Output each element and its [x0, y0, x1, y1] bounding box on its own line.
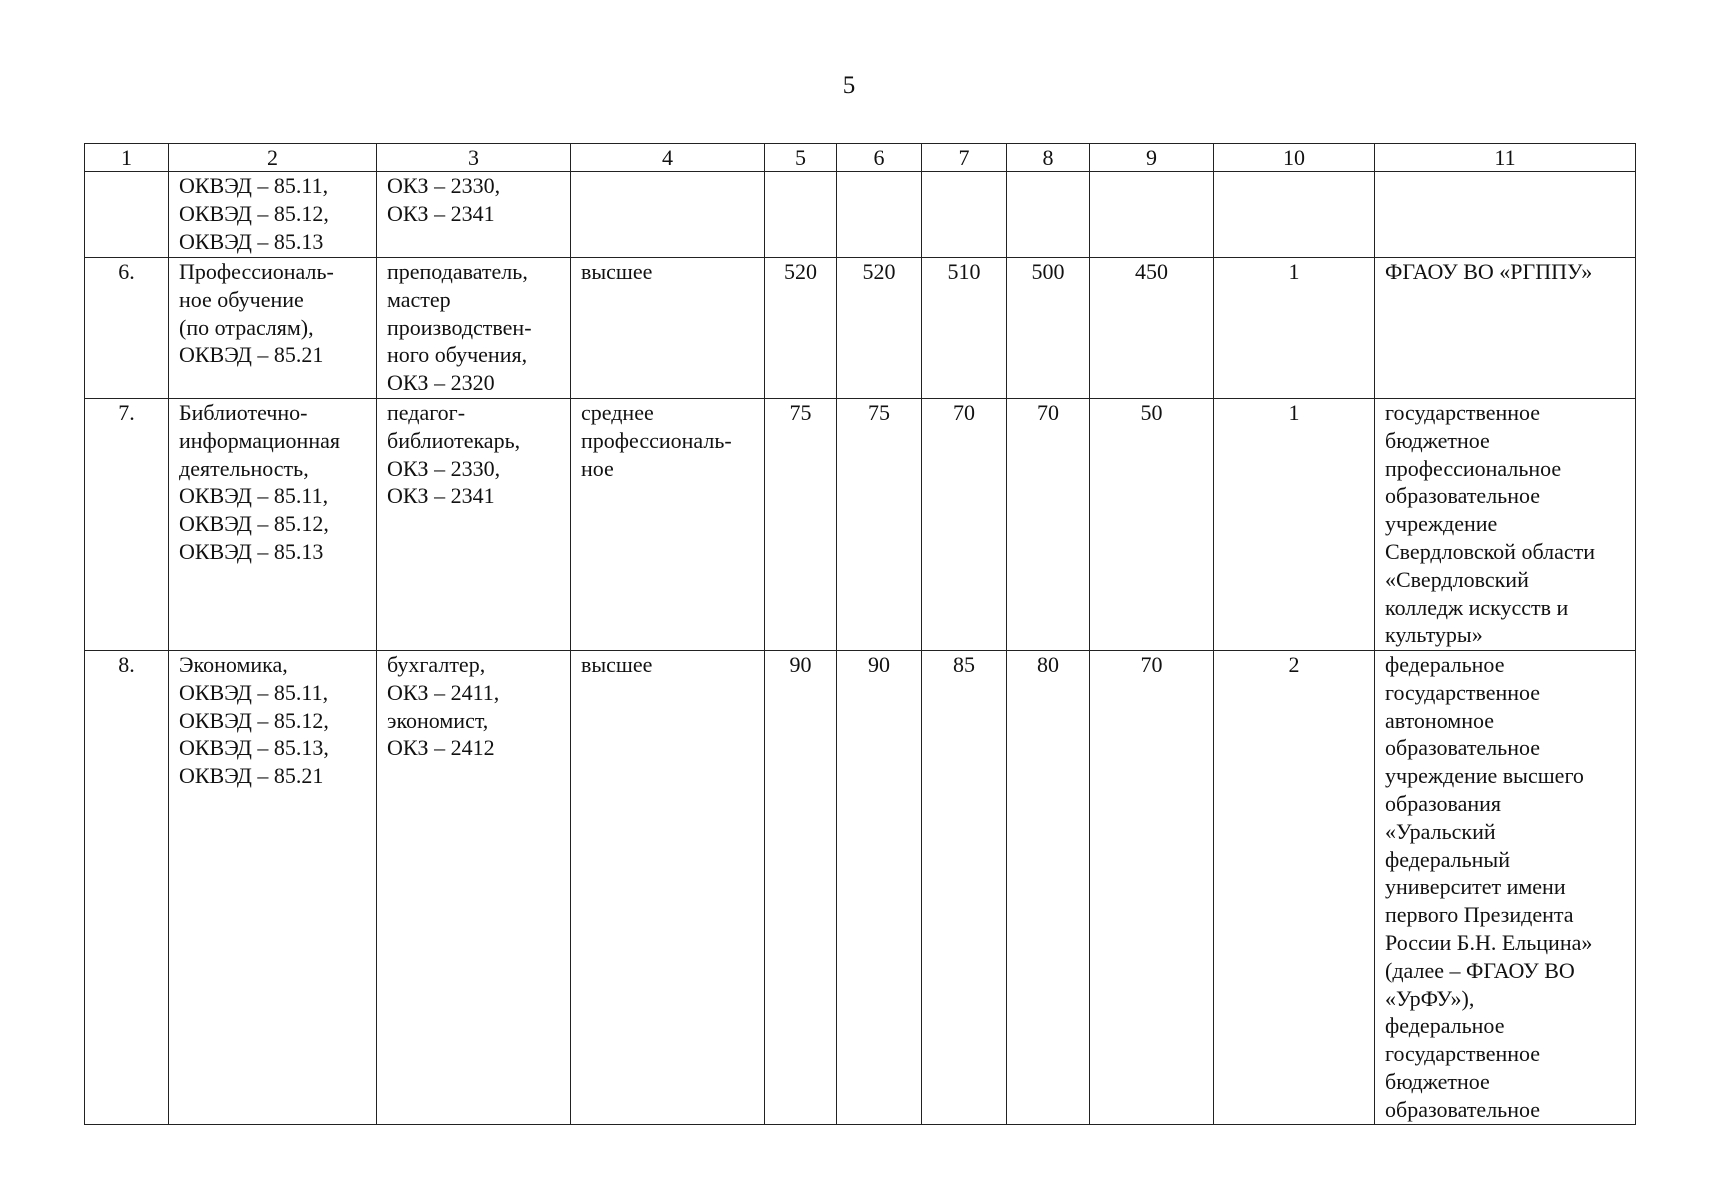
value-cell-6: 75: [837, 399, 922, 651]
education-level-cell: [571, 172, 765, 258]
cell-text-line: ного обучения,: [387, 342, 528, 368]
table-body: [85, 172, 1636, 1125]
value-cell-8: 500: [1007, 258, 1090, 399]
value-cell-8: [1007, 172, 1090, 258]
institution-cell: [1375, 258, 1636, 399]
column-header-11: 11: [1375, 144, 1636, 172]
cell-text-line: бюджетное: [1385, 1068, 1490, 1094]
table-row: [85, 258, 1636, 399]
cell-text-line: среднее: [581, 400, 654, 425]
value-cell-9: 50: [1090, 399, 1214, 651]
cell-text-line: образовательное: [1385, 735, 1541, 761]
qualification-cell: [377, 172, 571, 258]
cell-text-line: первого Президента: [1385, 902, 1574, 928]
cell-text-line: ОКЗ – 2412: [387, 735, 495, 761]
cell-text-line: высшее: [581, 259, 653, 284]
cell-text-line: Свердловской области: [1385, 538, 1595, 564]
cell-text-line: России Б.Н. Ельцина»: [1385, 929, 1593, 955]
cell-text-line: (по отраслям),: [179, 314, 314, 340]
cell-text-line: профессиональ-: [581, 427, 732, 453]
column-header-6: 6: [837, 144, 922, 172]
cell-text-line: федеральное: [1385, 652, 1505, 677]
cell-text-line: ОКЗ – 2411,: [387, 679, 500, 705]
specialty-cell: [169, 399, 377, 651]
education-level-cell: [571, 258, 765, 399]
cell-text-line: профессиональное: [1385, 455, 1562, 481]
row-number-cell: [85, 172, 169, 258]
value-cell-10: 2: [1214, 651, 1375, 1125]
value-cell-6: 520: [837, 258, 922, 399]
table-row: [85, 399, 1636, 651]
cell-text-line: ОКВЭД – 85.12,: [179, 707, 329, 733]
cell-text-line: учреждение высшего: [1385, 763, 1584, 789]
value-cell-9: 70: [1090, 651, 1214, 1125]
cell-text-line: преподаватель,: [387, 259, 528, 284]
cell-text-line: федеральное: [1385, 1013, 1505, 1039]
cell-text-line: ное: [581, 455, 614, 481]
institution-cell: [1375, 651, 1636, 1125]
column-header-5: 5: [765, 144, 837, 172]
specialty-cell: [169, 258, 377, 399]
cell-text-line: экономист,: [387, 707, 489, 733]
qualification-cell: [377, 651, 571, 1125]
row-number-cell: 6.: [85, 258, 169, 399]
cell-text-line: Экономика,: [179, 652, 288, 677]
cell-text-line: «Уральский: [1385, 818, 1496, 844]
cell-text-line: федеральный: [1385, 846, 1510, 872]
cell-text-line: образовательное: [1385, 1096, 1541, 1122]
cell-text-line: ОКВЭД – 85.11,: [179, 173, 329, 198]
cell-text-line: ОКЗ – 2330,: [387, 455, 501, 481]
value-cell-10: 1: [1214, 399, 1375, 651]
cell-text-line: колледж искусств и: [1385, 594, 1569, 620]
cell-text-line: мастер: [387, 286, 451, 312]
value-cell-5: 75: [765, 399, 837, 651]
education-level-cell: [571, 651, 765, 1125]
table-row: [85, 651, 1636, 1125]
cell-text-line: (далее – ФГАОУ ВО: [1385, 957, 1575, 983]
cell-text-line: государственное: [1385, 679, 1541, 705]
cell-text-line: ное обучение: [179, 286, 304, 312]
cell-text-line: Профессиональ-: [179, 259, 334, 284]
cell-text-line: ОКВЭД – 85.11,: [179, 483, 329, 509]
cell-text-line: педагог-: [387, 400, 466, 425]
cell-text-line: производствен-: [387, 314, 532, 340]
column-header-3: 3: [377, 144, 571, 172]
cell-text-line: ОКВЭД – 85.13: [179, 228, 324, 254]
value-cell-7: 85: [922, 651, 1007, 1125]
cell-text-line: ОКВЭД – 85.13,: [179, 735, 329, 761]
table-row: [85, 172, 1636, 258]
value-cell-9: [1090, 172, 1214, 258]
page-number: 5: [842, 72, 856, 99]
value-cell-5: 90: [765, 651, 837, 1125]
value-cell-5: 520: [765, 258, 837, 399]
cell-text-line: ОКЗ – 2320: [387, 370, 495, 396]
value-cell-8: 80: [1007, 651, 1090, 1125]
cell-text-line: образовательное: [1385, 483, 1541, 509]
value-cell-9: 450: [1090, 258, 1214, 399]
value-cell-6: [837, 172, 922, 258]
specialty-cell: [169, 172, 377, 258]
cell-text-line: «УрФУ»),: [1385, 985, 1475, 1011]
cell-text-line: государственное: [1385, 400, 1541, 425]
cell-text-line: ОКЗ – 2341: [387, 483, 495, 509]
column-header-8: 8: [1007, 144, 1090, 172]
cell-text-line: автономное: [1385, 707, 1495, 733]
cell-text-line: ОКВЭД – 85.21: [179, 342, 324, 368]
value-cell-6: 90: [837, 651, 922, 1125]
cell-text-line: высшее: [581, 652, 653, 677]
cell-text-line: ОКВЭД – 85.12,: [179, 200, 329, 226]
cell-text-line: деятельность,: [179, 455, 309, 481]
column-header-7: 7: [922, 144, 1007, 172]
column-header-1: 1: [85, 144, 169, 172]
cell-text-line: образования: [1385, 790, 1502, 816]
cell-text-line: «Свердловский: [1385, 566, 1529, 592]
cell-text-line: бухгалтер,: [387, 652, 486, 677]
value-cell-7: [922, 172, 1007, 258]
cell-text-line: ОКВЭД – 85.13: [179, 538, 324, 564]
cell-text-line: университет имени: [1385, 874, 1566, 900]
cell-text-line: государственное: [1385, 1041, 1541, 1067]
row-number-cell: 7.: [85, 399, 169, 651]
cell-text-line: культуры»: [1385, 622, 1483, 648]
cell-text-line: ФГАОУ ВО «РГППУ»: [1385, 259, 1593, 284]
value-cell-8: 70: [1007, 399, 1090, 651]
value-cell-10: 1: [1214, 258, 1375, 399]
institution-cell: [1375, 399, 1636, 651]
cell-text-line: ОКЗ – 2330,: [387, 173, 501, 198]
value-cell-10: [1214, 172, 1375, 258]
cell-text-line: Библиотечно-: [179, 400, 308, 425]
column-header-10: 10: [1214, 144, 1375, 172]
cell-text-line: ОКВЭД – 85.21: [179, 763, 324, 789]
column-header-2: 2: [169, 144, 377, 172]
header-row: [85, 144, 1636, 172]
cell-text-line: ОКВЭД – 85.12,: [179, 511, 329, 537]
cell-text-line: учреждение: [1385, 511, 1498, 537]
cell-text-line: библиотекарь,: [387, 427, 521, 453]
data-table: [84, 143, 1636, 1125]
cell-text-line: бюджетное: [1385, 427, 1490, 453]
value-cell-5: [765, 172, 837, 258]
value-cell-7: 70: [922, 399, 1007, 651]
row-number-cell: 8.: [85, 651, 169, 1125]
value-cell-7: 510: [922, 258, 1007, 399]
column-header-9: 9: [1090, 144, 1214, 172]
cell-text-line: информационная: [179, 427, 340, 453]
qualification-cell: [377, 258, 571, 399]
specialty-cell: [169, 651, 377, 1125]
institution-cell: [1375, 172, 1636, 258]
cell-text-line: ОКЗ – 2341: [387, 200, 495, 226]
cell-text-line: ОКВЭД – 85.11,: [179, 679, 329, 705]
column-header-4: 4: [571, 144, 765, 172]
qualification-cell: [377, 399, 571, 651]
education-level-cell: [571, 399, 765, 651]
